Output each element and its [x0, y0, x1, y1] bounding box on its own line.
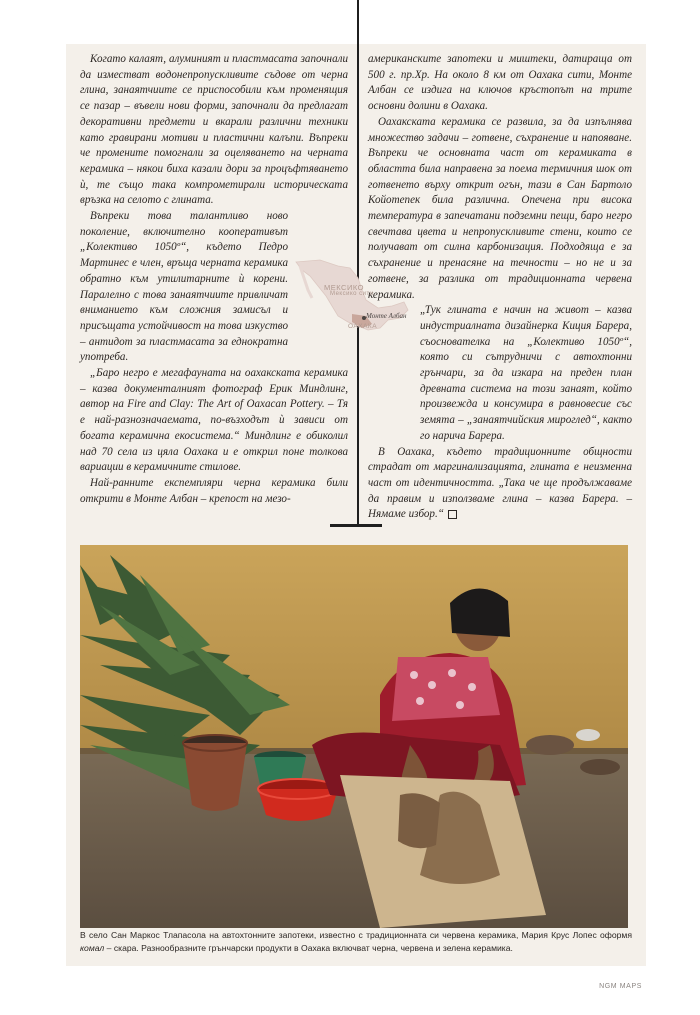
caption-term: комал	[80, 942, 105, 953]
paragraph: Най-ранните експемпляри черна керамика били открити в Монте Албан – крепост на мезо-	[80, 476, 348, 505]
map-country-label: МЕКСИКО	[324, 283, 364, 292]
paragraph: американските запотеки и миштеки, датираща от 500 г. пр.Хр. На около 8 км от Оахака сити, Монте Албан се издига на ключов кръстопът на трите основни долини в Оахака.	[368, 53, 632, 113]
paragraph	[80, 366, 348, 476]
potter-scene-illustration	[80, 545, 628, 928]
quote-text: „Баро негро е мегафауната на оахакската керамика – казва документалният фотограф Ерик Миндлинг, автор на	[80, 367, 348, 411]
mexico-outline-map	[292, 256, 412, 346]
page-folio: NGM MAPS	[599, 983, 642, 990]
feature-photograph	[80, 545, 628, 928]
paragraph: Оахакската керамика се развила, за да изпълнява множество задачи – готвене, съхранение и напояване. Въпреки че основната част от керамиката в областта била направена за поема термичния шок от готвенето върху открит огън, тази в Сан Бартоло Койотепек била различна. Опечена при висока температура в запечатани подземни пещи, баро негро свечтава цвета и непропускливите стени, които се получават от силна карбонизация. Подходяща е за съхранение и пренасяне на течности – но не и за готвене, за разлика от традиционната червена керамика.	[368, 115, 632, 301]
paragraph-text: В Оахака, където традиционните общности страдат от маргинализацията, глината е неизменна част от идентичността. „Така че ще продължаваме да правим и използваме глина – казва Барера. – Нямаме избор.“	[368, 445, 632, 521]
quote-text: . – Тя е най-разнозначаемата, по-възходът ѝ зависи от богата керамична екосистема.“ Миндлинг е обиколил над 70 села из цяла Оахака и е открил поне толкова вариации в керамичните стилове.	[80, 398, 348, 474]
paragraph: Когато калаят, алуминият и пластмасата започнали да изместват водонепропускливите съдове от черна глина, занаятчиите се приспособили към променящия се пазар – въвели нови форми, започнали да предлагат декоративни предмети и вкарали различни техники като гравирани мотиви и пластични калъпи. Въпреки че промените помогнали за оцеляването на черната керамика – някои биха казали дори за процъфтяването ѝ, те също така компрометирали историческата връзка на селото с глината.	[80, 53, 348, 207]
map-region-label: ОАХАКА	[348, 323, 378, 330]
paragraph	[368, 445, 632, 524]
end-of-article-icon	[448, 510, 457, 519]
map-site-label: Монте Албан	[366, 312, 407, 320]
locator-map	[292, 256, 412, 346]
section-end-rule	[330, 524, 382, 527]
paragraph: Въпреки това талантливо ново поколение, включително кооперативът „Колективо 1050º“, където Педро Мартинес е член, връща черната керамика обратно към утилитарните ѝ корени. Паралелно с това занаятчиите привличат вниманието към сложния замисъл и присъщата устойчивост на това изкуство – антидот за пластмасата за еднократна употреба.	[80, 210, 288, 364]
book-title: Fire and Clay: The Art of Oaxacan Pottery	[127, 398, 322, 411]
paragraph: „Тук глината е начин на живот – казва индустриалната дизайнерка Киция Барера, съоснователка на „Колективо 1050º“, която си сътрудничи с автохтонни грънчари, за да изкара на преден план древната система на този занаят, който произвежда и консумира в равновесие със земята – „занаятчийския мироглед“, както го нарича Барера.	[420, 304, 632, 442]
caption-text: В село Сан Маркос Тлапасола на автохтонните запотеки, известно с традиционната си червена керамика, Мария Крус Лопес оформя	[80, 930, 632, 940]
map-capital-label: Мексико сити	[330, 291, 374, 297]
caption-text: – скара. Разнообразните грънчарски продукти в Оахака включват черна, червена и зелена керамика.	[104, 942, 513, 953]
photo-caption	[80, 929, 632, 954]
